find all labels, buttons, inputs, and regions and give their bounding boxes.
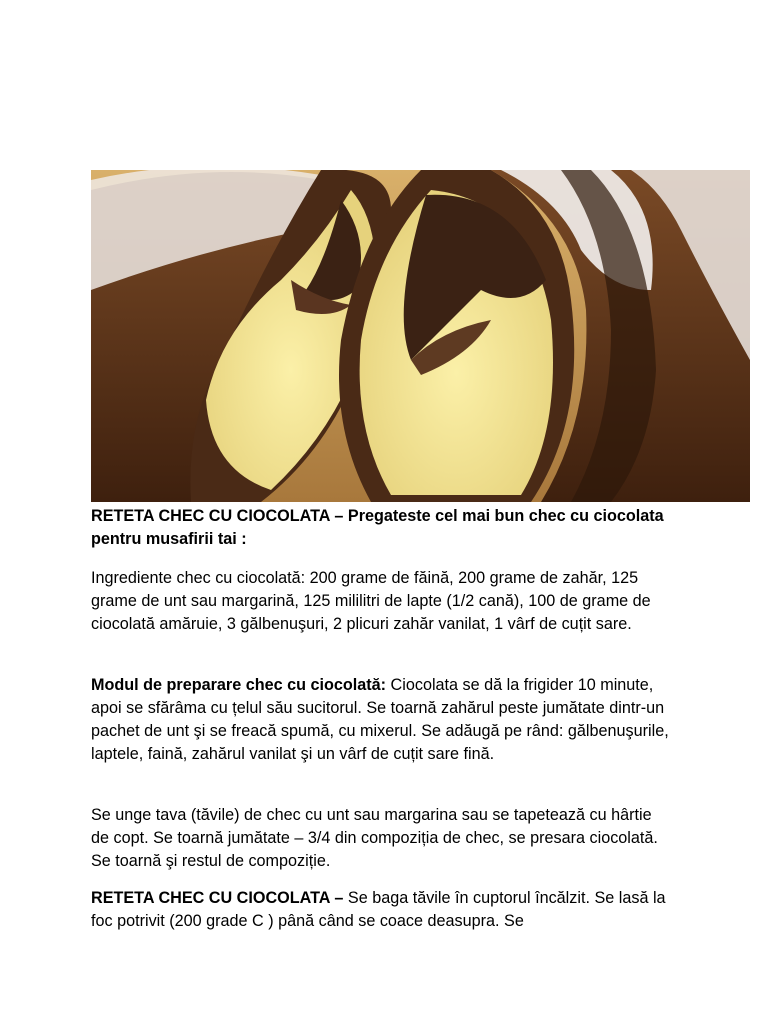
paragraph-baking [91,887,671,933]
paragraph-text: Se unge tava (tăvile) de chec cu unt sau margarina sau se tapetează cu hârtie de copt. Se toarnă jumătate – 3/4 din compoziția de chec, se presara ciocolată. Se toarnă şi restul de compoziție. [91,806,658,870]
paragraph-preparation [91,674,671,766]
paragraph-bold-lead: Modul de preparare chec cu ciocolată: [91,676,387,694]
cake-illustration [91,170,750,502]
paragraph-ingredients [91,567,671,636]
paragraph-bold-lead: RETETA CHEC CU CIOCOLATA – Pregateste cel mai bun chec cu ciocolata pentru musafirii tai : [91,507,664,548]
paragraph-text: Ingrediente chec cu ciocolată: 200 grame de făină, 200 grame de zahăr, 125 grame de unt sau margarină, 125 mililitri de lapte (1/2 cană), 100 de grame de ciocolată amăruie, 3 gălbenuşuri, 2 plicuri zahăr vanilat, 1 vârf de cuțit sare. [91,569,651,633]
marble-cake-photo [91,170,750,502]
paragraph-text: Ciocolata se dă la frigider 10 minute, apoi se sfărâma cu țelul său sucitorul. Se toarnă zahărul peste jumătate dintr-un pachet de unt şi se freacă spumă, cu mixerul. Se adăugă pe rând: gălbenuşurile, laptele, faină, zahărul vanilat şi un vârf de cuțit sare fină. [91,676,669,763]
paragraph-tray [91,804,671,873]
paragraph-title [91,505,671,551]
paragraph-text: Se baga tăvile în cuptorul încălzit. Se lasă la foc potrivit (200 grade C ) până când se coace deasupra. Se [91,889,666,930]
paragraph-bold-lead: RETETA CHEC CU CIOCOLATA – [91,889,344,907]
